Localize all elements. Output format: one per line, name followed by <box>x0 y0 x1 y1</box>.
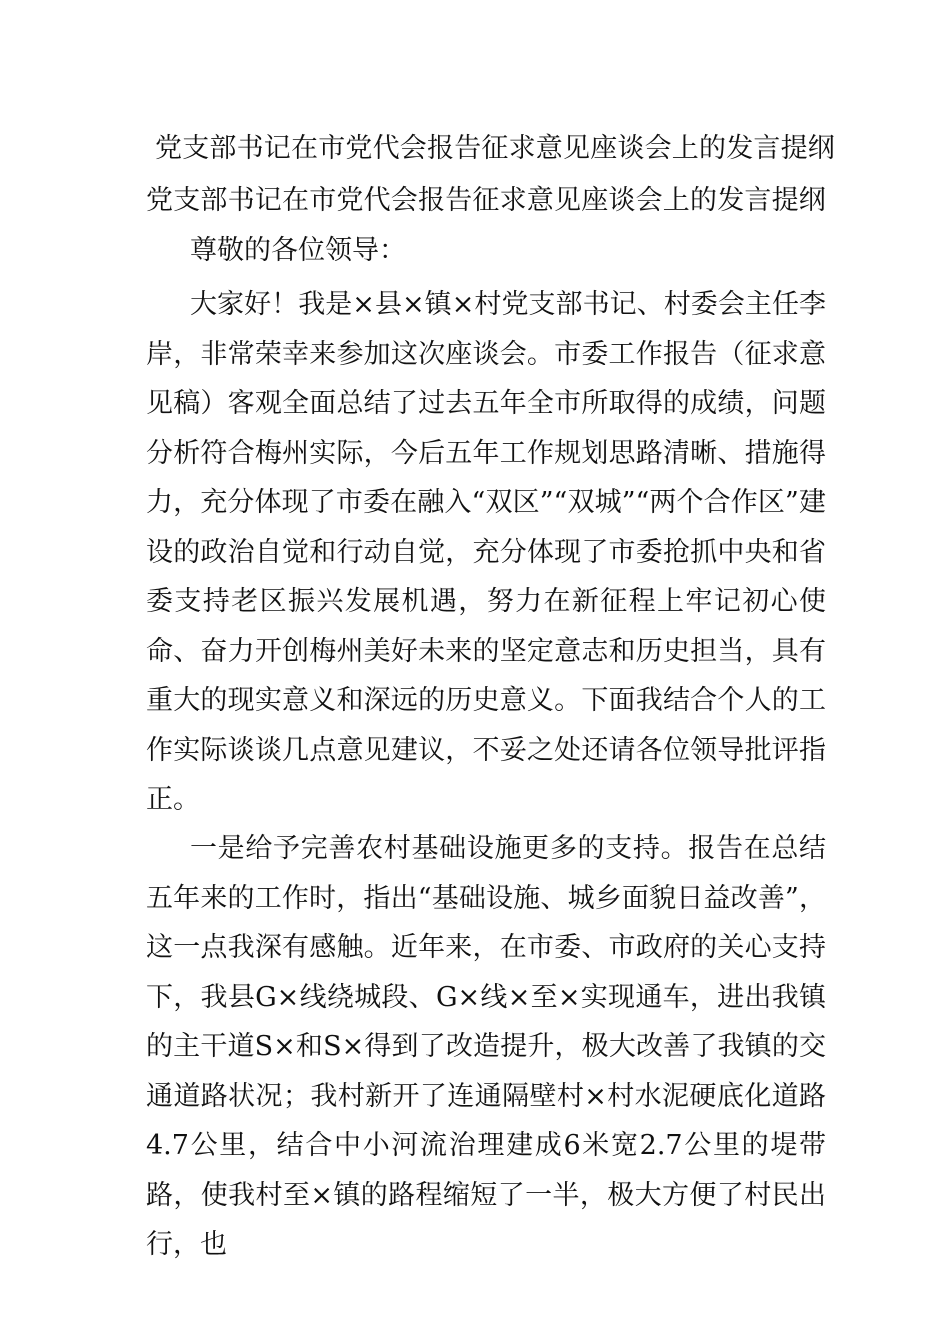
document-title-line-2: 党支部书记在市党代会报告征求意见座谈会上的发言提纲 <box>146 185 826 216</box>
salutation: 尊敬的各位领导： <box>190 235 406 266</box>
document-title-line-1: 党支部书记在市党代会报告征求意见座谈会上的发言提纲 <box>155 133 835 164</box>
paragraph-opening: 大家好！我是×县×镇×村党支部书记、村委会主任李岸，非常荣幸来参加这次座谈会。市委工作报告（征求意见稿）客观全面总结了过去五年全市所取得的成绩，问题分析符合梅州实际，今后五年工作规划思路清晰、措施得力，充分体现了市委在融入“双区”“双城”“两个合作区”建设的政治自觉和行动自觉，充分体现了市委抢抓中央和省委支持老区振兴发展机遇，努力在新征程上牢记初心使命、奋力开创梅州美好未来的坚定意志和历史担当，具有重大的现实意义和深远的历史意义。下面我结合个人的工作实际谈谈几点意见建议，不妥之处还请各位领导批评指正。 <box>146 289 826 815</box>
paragraph-point-one: 一是给予完善农村基础设施更多的支持。报告在总结五年来的工作时，指出“基础设施、城乡面貌日益改善”，这一点我深有感触。近年来，在市委、市政府的关心支持下，我县G×线绕城段、G×线×至×实现通车，进出我镇的主干道S×和S×得到了改造提升，极大改善了我镇的交通道路状况；我村新开了连通隔壁村×村水泥硬底化道路4.7公里，结合中小河流治理建成6米宽2.7公里的堤带路，使我村至×镇的路程缩短了一半，极大方便了村民出行，也 <box>146 833 826 1260</box>
